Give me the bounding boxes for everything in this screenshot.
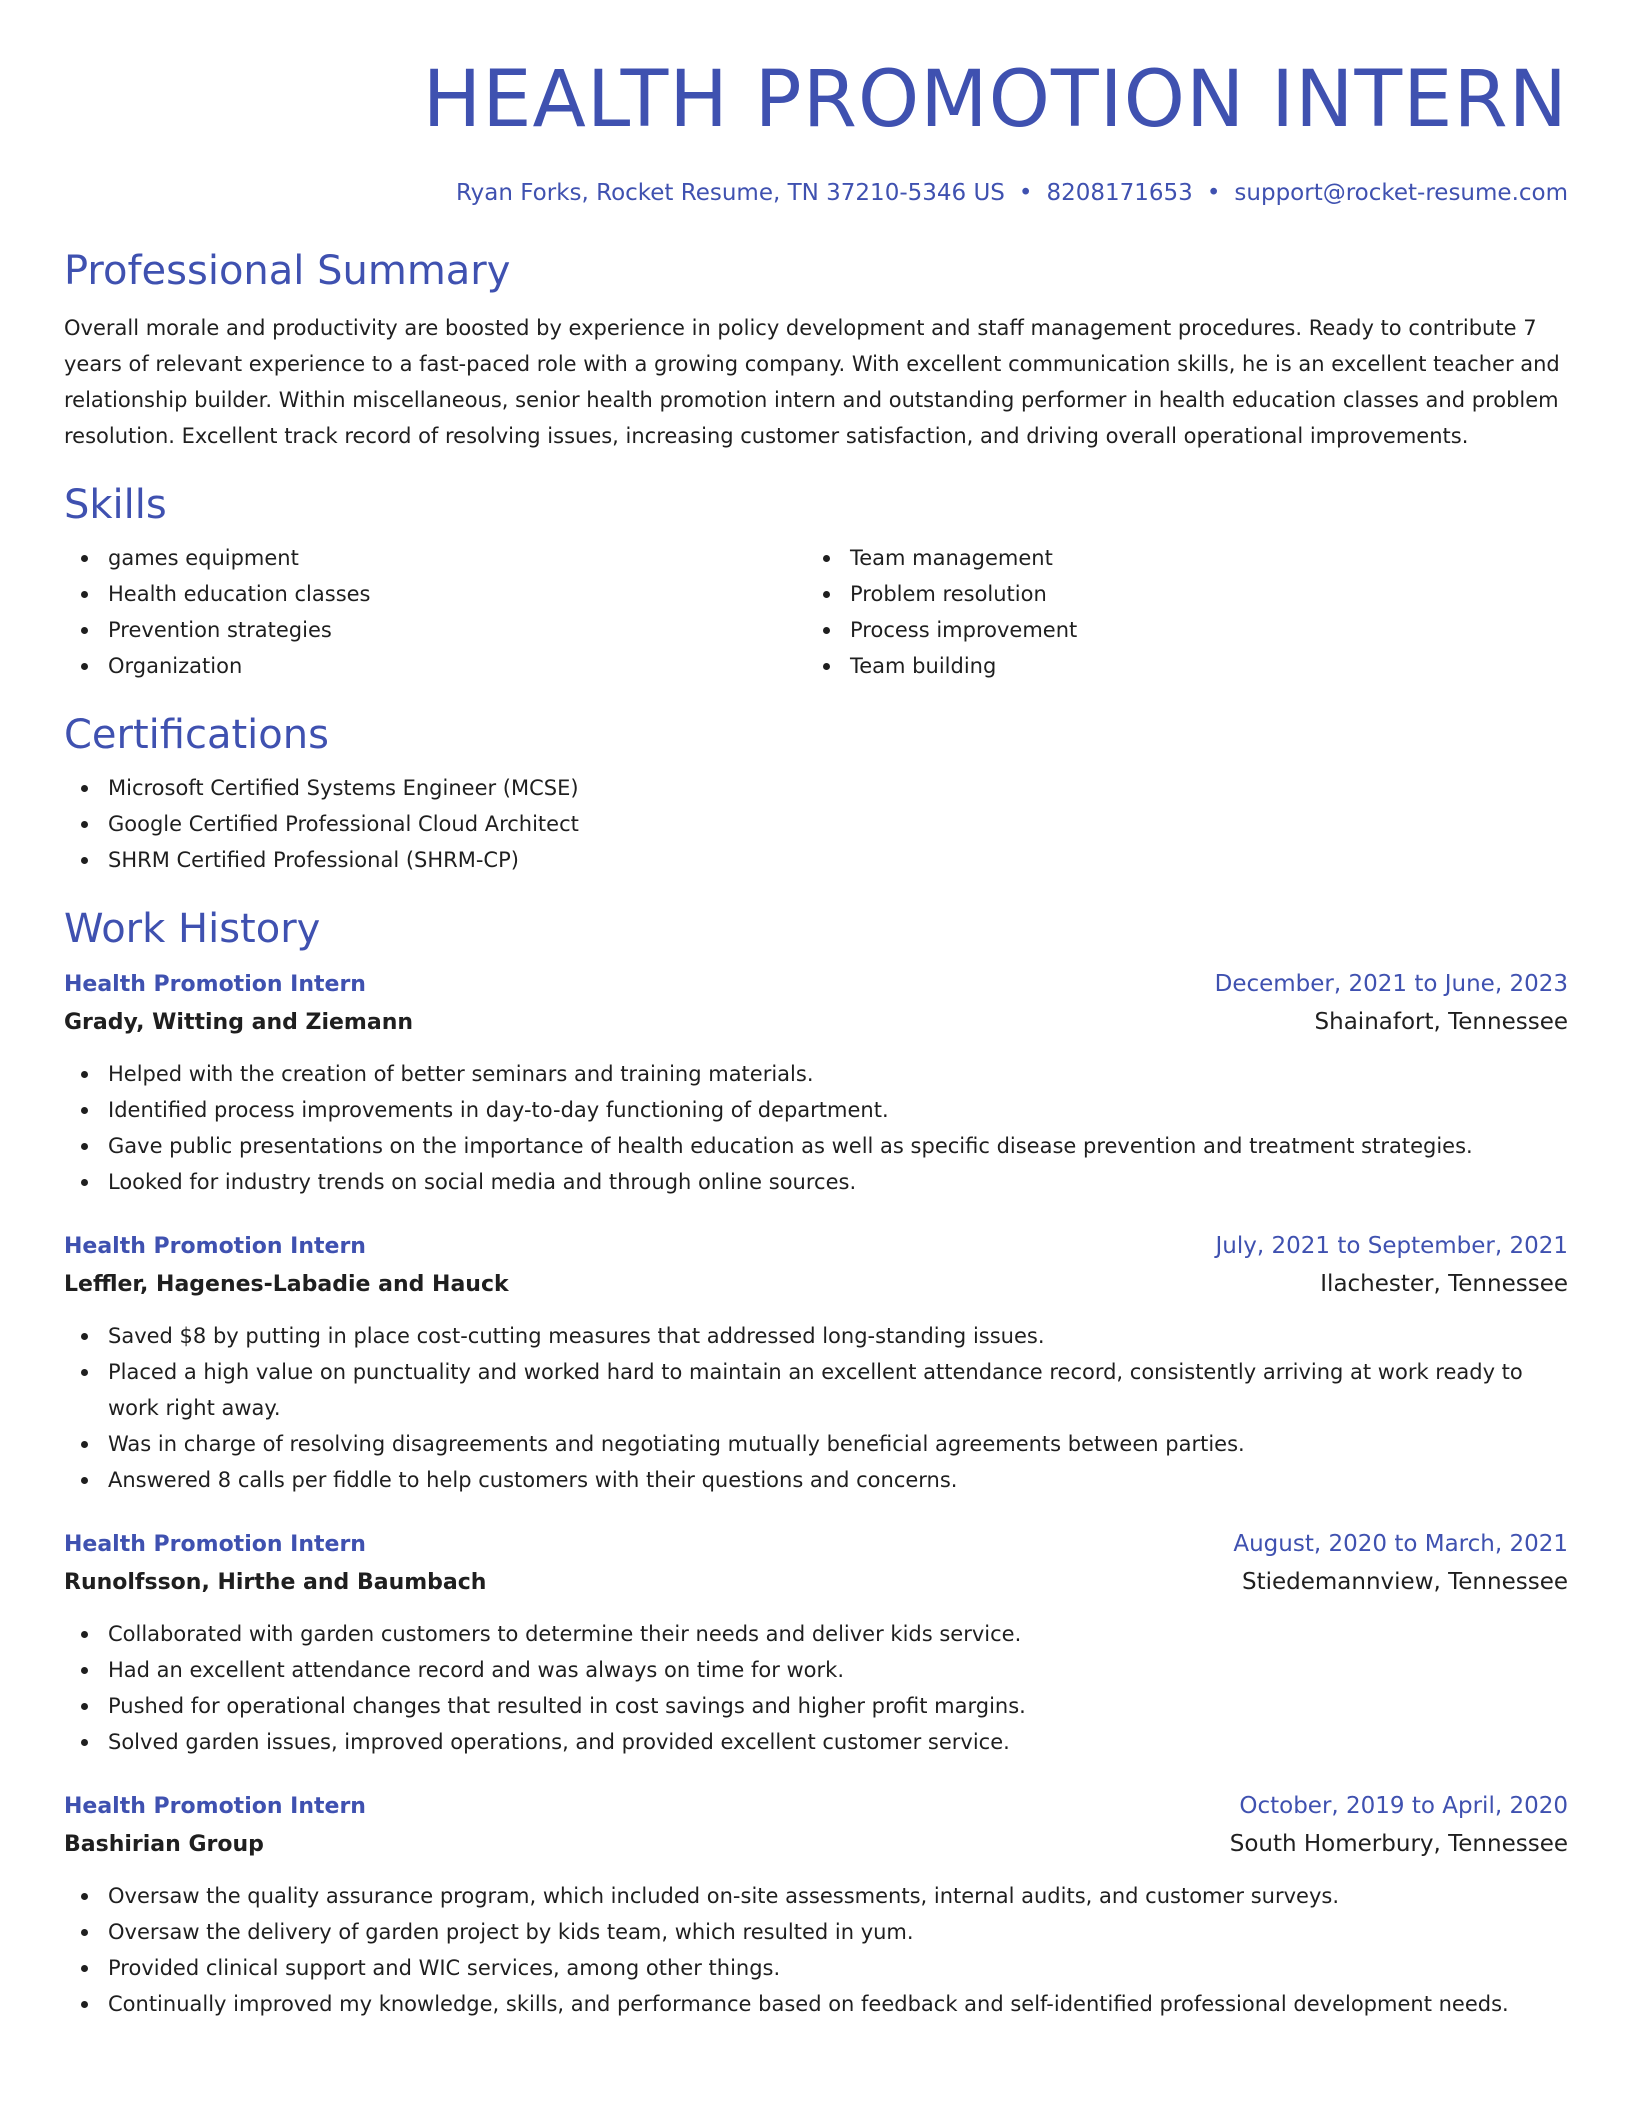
- certification-item: Microsoft Certified Systems Engineer (MCSE): [64, 770, 1568, 806]
- skill-item: Health education classes: [64, 576, 806, 612]
- work-history-heading: Work History: [64, 906, 321, 952]
- job-bullet: Identified process improvements in day-to-day functioning of department.: [64, 1092, 1568, 1128]
- skills-column-right: [806, 540, 1548, 684]
- contact-address: Ryan Forks, Rocket Resume, TN 37210-5346 US: [455, 180, 1005, 206]
- contact-separator: •: [1018, 180, 1033, 206]
- skills-heading: Skills: [64, 482, 167, 528]
- job-bullet: Answered 8 calls per fiddle to help customers with their questions and concerns.: [64, 1462, 1568, 1498]
- job-employer-row: [64, 1265, 1568, 1304]
- job-bullet: Oversaw the quality assurance program, which included on-site assessments, internal audits, and customer surveys.: [64, 1878, 1568, 1914]
- certification-item: Google Certified Professional Cloud Architect: [64, 806, 1568, 842]
- job-entry: [64, 1788, 1568, 2022]
- skill-item: Problem resolution: [806, 576, 1548, 612]
- certification-item: SHRM Certified Professional (SHRM-CP): [64, 842, 1568, 878]
- skill-item: Prevention strategies: [64, 612, 806, 648]
- certifications-list: [64, 770, 1568, 878]
- job-dates: August, 2020 to March, 2021: [1233, 1531, 1568, 1557]
- job-employer-row: [64, 1003, 1568, 1042]
- job-bullet: Provided clinical support and WIC services, among other things.: [64, 1950, 1568, 1986]
- job-company: Bashirian Group: [64, 1832, 264, 1857]
- skill-item: Organization: [64, 648, 806, 684]
- job-employer-row: [64, 1825, 1568, 1864]
- job-bullet: Collaborated with garden customers to determine their needs and deliver kids service.: [64, 1616, 1568, 1652]
- job-header-row: [64, 1788, 1568, 1825]
- job-bullet: Oversaw the delivery of garden project by kids team, which resulted in yum.: [64, 1914, 1568, 1950]
- resume-title: HEALTH PROMOTION INTERN: [422, 55, 1568, 145]
- job-header-row: [64, 966, 1568, 1003]
- job-title: Health Promotion Intern: [64, 1794, 366, 1819]
- job-bullets: [64, 1056, 1568, 1200]
- contact-line: [64, 178, 1568, 208]
- summary-heading: Professional Summary: [64, 248, 511, 294]
- job-bullet: Gave public presentations on the importance of health education as well as specific disease prevention and treatment strategies.: [64, 1128, 1568, 1164]
- job-title: Health Promotion Intern: [64, 972, 366, 997]
- job-dates: October, 2019 to April, 2020: [1239, 1793, 1568, 1819]
- job-company: Runolfsson, Hirthe and Baumbach: [64, 1570, 487, 1595]
- job-bullet: Saved $8 by putting in place cost-cutting measures that addressed long-standing issues.: [64, 1318, 1568, 1354]
- job-dates: December, 2021 to June, 2023: [1214, 971, 1568, 997]
- job-location: Ilachester, Tennessee: [1320, 1271, 1568, 1297]
- skill-item: games equipment: [64, 540, 806, 576]
- job-bullet: Looked for industry trends on social media and through online sources.: [64, 1164, 1568, 1200]
- job-bullet: Continually improved my knowledge, skills, and performance based on feedback and self-identified professional development needs.: [64, 1986, 1568, 2022]
- job-bullet: Placed a high value on punctuality and worked hard to maintain an excellent attendance record, consistently arriving at work ready to work right away.: [64, 1354, 1568, 1426]
- job-company: Grady, Witting and Ziemann: [64, 1010, 414, 1035]
- contact-email: support@rocket-resume.com: [1234, 180, 1568, 206]
- job-location: Stiedemannview, Tennessee: [1241, 1569, 1568, 1595]
- skills-list-right: [806, 540, 1548, 684]
- job-bullets: [64, 1616, 1568, 1760]
- job-bullet: Helped with the creation of better seminars and training materials.: [64, 1056, 1568, 1092]
- job-entry: [64, 966, 1568, 1200]
- job-entry: [64, 1228, 1568, 1498]
- certifications-heading: Certifications: [64, 712, 329, 758]
- skill-item: Team building: [806, 648, 1548, 684]
- job-location: Shainafort, Tennessee: [1314, 1009, 1568, 1035]
- job-entry: [64, 1526, 1568, 1760]
- job-header-row: [64, 1228, 1568, 1265]
- job-dates: July, 2021 to September, 2021: [1215, 1233, 1568, 1259]
- job-title: Health Promotion Intern: [64, 1234, 366, 1259]
- skills-grid: [64, 540, 1568, 684]
- contact-separator: •: [1206, 180, 1221, 206]
- job-bullet: Solved garden issues, improved operations, and provided excellent customer service.: [64, 1724, 1568, 1760]
- job-bullets: [64, 1878, 1568, 2022]
- skills-list-left: [64, 540, 806, 684]
- job-bullet: Pushed for operational changes that resulted in cost savings and higher profit margins.: [64, 1688, 1568, 1724]
- contact-phone: 8208171653: [1046, 180, 1193, 206]
- skill-item: Process improvement: [806, 612, 1548, 648]
- job-company: Leffler, Hagenes-Labadie and Hauck: [64, 1272, 509, 1297]
- summary-text: Overall morale and productivity are boosted by experience in policy development and staff management procedures. Ready to contribute 7 years of relevant experience to a fast-paced role with a growing company. With excellent communication skills, he is an excellent teacher and relationship builder. Within miscellaneous, senior health promotion intern and outstanding performer in health education classes and problem resolution. Excellent track record of resolving issues, increasing customer satisfaction, and driving overall operational improvements.: [64, 316, 1560, 448]
- job-header-row: [64, 1526, 1568, 1563]
- job-bullet: Had an excellent attendance record and was always on time for work.: [64, 1652, 1568, 1688]
- job-location: South Homerbury, Tennessee: [1229, 1831, 1568, 1857]
- skill-item: Team management: [806, 540, 1548, 576]
- skills-column-left: [64, 540, 806, 684]
- job-title: Health Promotion Intern: [64, 1532, 366, 1557]
- job-bullets: [64, 1318, 1568, 1498]
- job-employer-row: [64, 1563, 1568, 1602]
- job-bullet: Was in charge of resolving disagreements and negotiating mutually beneficial agreements between parties.: [64, 1426, 1568, 1462]
